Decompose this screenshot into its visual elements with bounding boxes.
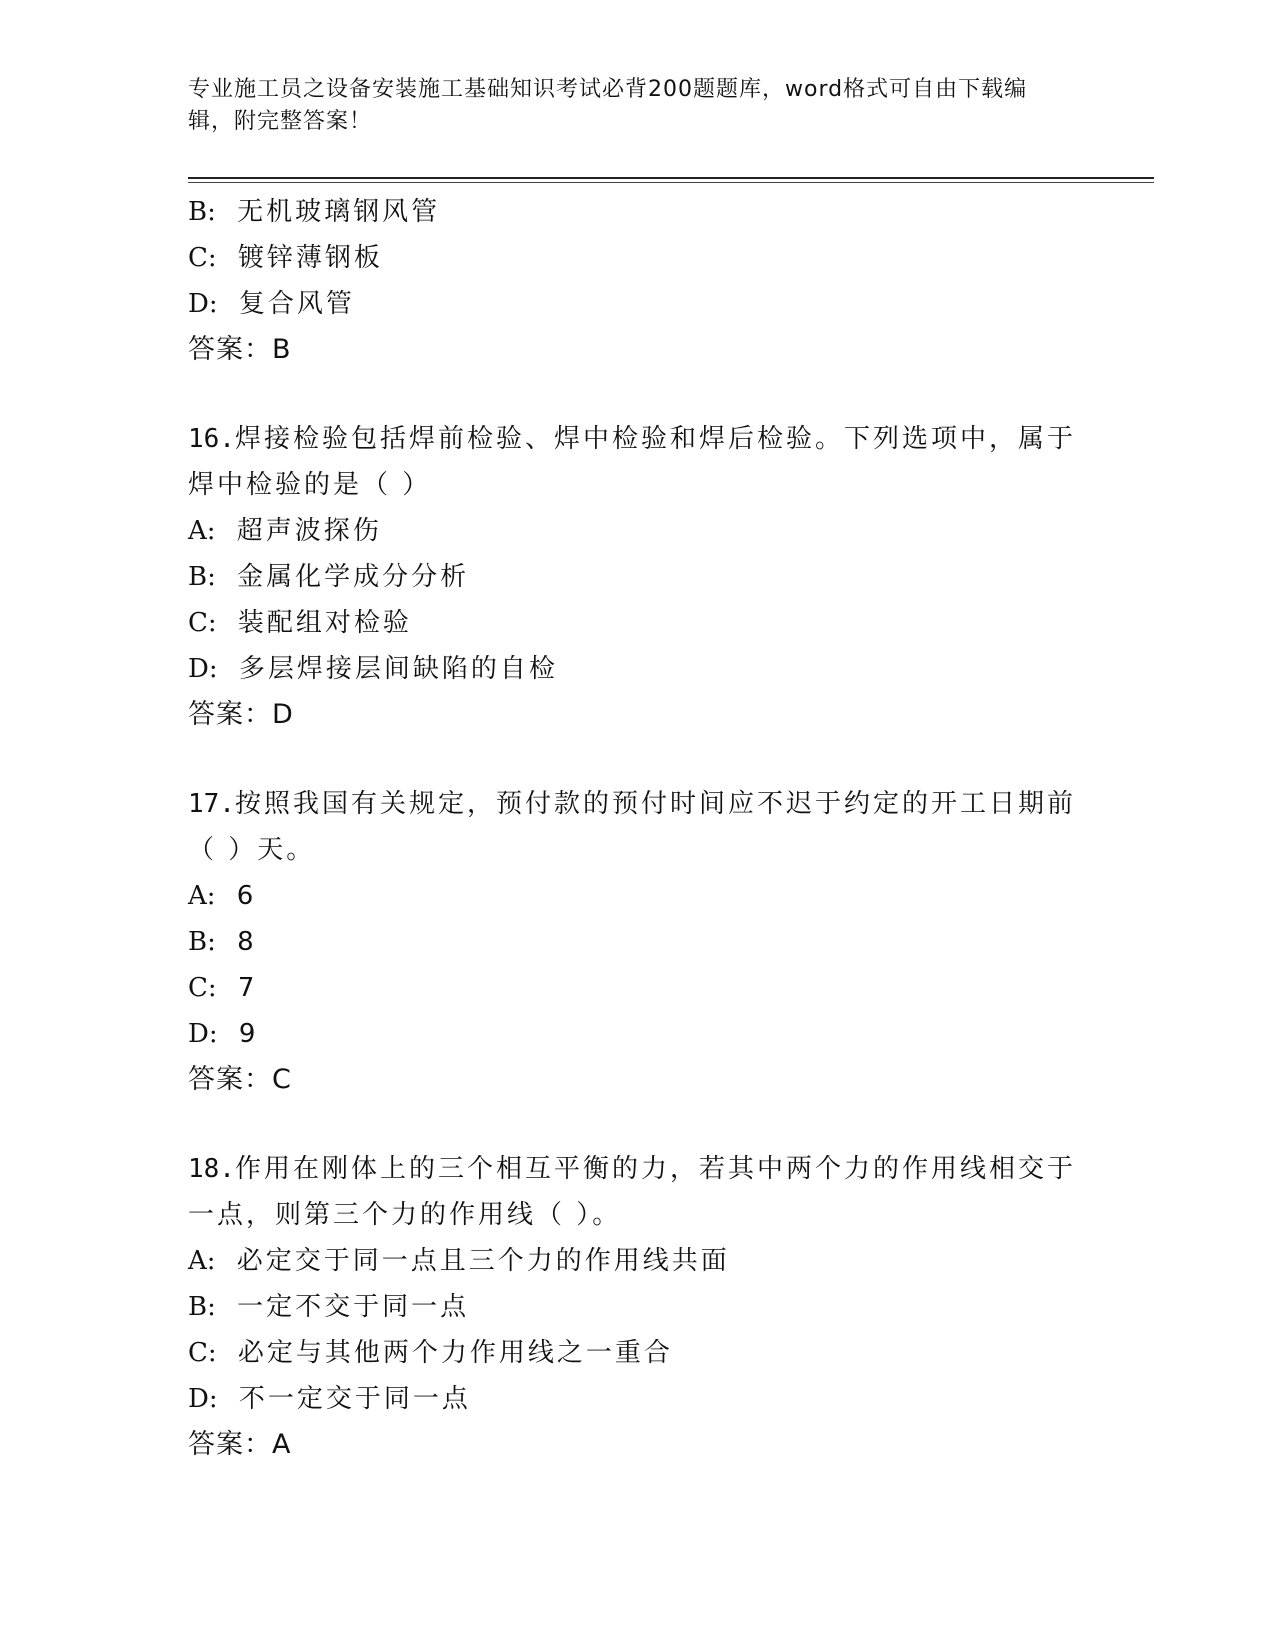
option-letter: D <box>188 289 209 319</box>
option-line <box>188 1330 1088 1376</box>
question-number: 18. <box>188 1154 235 1184</box>
option-letter: C <box>188 243 208 273</box>
option-text: 8 <box>237 927 257 957</box>
option-line <box>188 873 1088 919</box>
answer-line: 答案：C <box>188 1064 292 1095</box>
option-separator: : <box>207 243 220 273</box>
option-letter: D <box>188 654 209 684</box>
header-divider-thin <box>188 182 1154 183</box>
question-line: 一点，则第三个力的作用线（ ）。 <box>188 1200 622 1230</box>
option-line <box>188 646 1088 692</box>
header-divider-thick <box>188 177 1154 179</box>
question-text: 按照我国有关规定，预付款的预付时间应不迟于约定的开工日期前 <box>234 789 1076 819</box>
question-text: 焊接检验包括焊前检验、焊中检验和焊后检验。下列选项中，属于 <box>234 424 1076 454</box>
option-text: 必定交于同一点且三个力的作用线共面 <box>236 1246 730 1276</box>
option-separator: : <box>206 1246 219 1276</box>
option-text: 不一定交于同一点 <box>238 1384 471 1414</box>
option-text: 金属化学成分分析 <box>237 562 470 592</box>
question-text: 作用在刚体上的三个相互平衡的力，若其中两个力的作用线相交于 <box>234 1154 1076 1184</box>
option-text: 6 <box>236 881 257 911</box>
option-line <box>188 600 1088 646</box>
option-line <box>188 1011 1088 1057</box>
option-text: 9 <box>238 1019 259 1049</box>
question-line <box>188 781 1088 827</box>
option-letter: A <box>188 1246 207 1276</box>
option-text: 多层焊接层间缺陷的自检 <box>238 654 558 684</box>
option-text: 一定不交于同一点 <box>237 1292 470 1322</box>
question-block <box>188 416 1088 738</box>
option-text: 无机玻璃钢风管 <box>237 197 441 227</box>
option-separator: : <box>208 289 221 319</box>
option-separator: : <box>208 1384 221 1414</box>
answer-line: 答案：A <box>188 1429 292 1460</box>
option-letter: C <box>188 1338 208 1368</box>
option-separator: : <box>207 927 219 957</box>
option-line <box>188 1284 1088 1330</box>
option-line <box>188 281 1088 327</box>
option-line <box>188 919 1088 965</box>
option-separator: : <box>206 881 219 911</box>
option-separator: : <box>208 1019 221 1049</box>
answer-line: 答案：D <box>188 699 294 730</box>
option-line <box>188 235 1088 281</box>
option-letter: B <box>188 562 208 592</box>
option-separator: : <box>207 1292 219 1322</box>
option-line <box>188 965 1088 1011</box>
option-separator: : <box>207 197 219 227</box>
option-letter: D <box>188 1384 209 1414</box>
question-line: 焊中检验的是（ ） <box>188 470 432 500</box>
option-text: 7 <box>237 973 258 1003</box>
option-letter: B <box>188 197 208 227</box>
option-separator: : <box>207 973 220 1003</box>
option-letter: C <box>188 973 208 1003</box>
answer-line: 答案：B <box>188 334 292 365</box>
option-line <box>188 189 1088 235</box>
option-letter: A <box>188 881 207 911</box>
partial-question-options <box>188 189 1088 373</box>
option-text: 必定与其他两个力作用线之一重合 <box>237 1338 673 1368</box>
question-line <box>188 416 1088 462</box>
option-letter: B <box>188 927 208 957</box>
option-text: 超声波探伤 <box>236 516 382 546</box>
option-line <box>188 1238 1088 1284</box>
option-letter: B <box>188 1292 208 1322</box>
question-number: 16. <box>188 424 235 454</box>
option-text: 装配组对检验 <box>237 608 412 638</box>
option-line <box>188 554 1088 600</box>
option-separator: : <box>208 654 221 684</box>
option-text: 复合风管 <box>238 289 355 319</box>
option-line <box>188 1376 1088 1422</box>
option-text: 镀锌薄钢板 <box>237 243 383 273</box>
option-separator: : <box>207 562 219 592</box>
question-line <box>188 1146 1088 1192</box>
question-block <box>188 781 1088 1103</box>
document-header: 专业施工员之设备安装施工基础知识考试必背200题题库，word格式可自由下载编辑，附完整答案！ <box>188 77 1028 134</box>
question-content <box>188 189 1088 1468</box>
option-line <box>188 508 1088 554</box>
question-number: 17. <box>188 789 235 819</box>
option-letter: A <box>188 516 207 546</box>
option-letter: C <box>188 608 208 638</box>
option-separator: : <box>207 1338 220 1368</box>
question-line: （ ）天。 <box>188 835 316 865</box>
question-block <box>188 1146 1088 1468</box>
option-separator: : <box>206 516 219 546</box>
option-letter: D <box>188 1019 209 1049</box>
option-separator: : <box>207 608 220 638</box>
